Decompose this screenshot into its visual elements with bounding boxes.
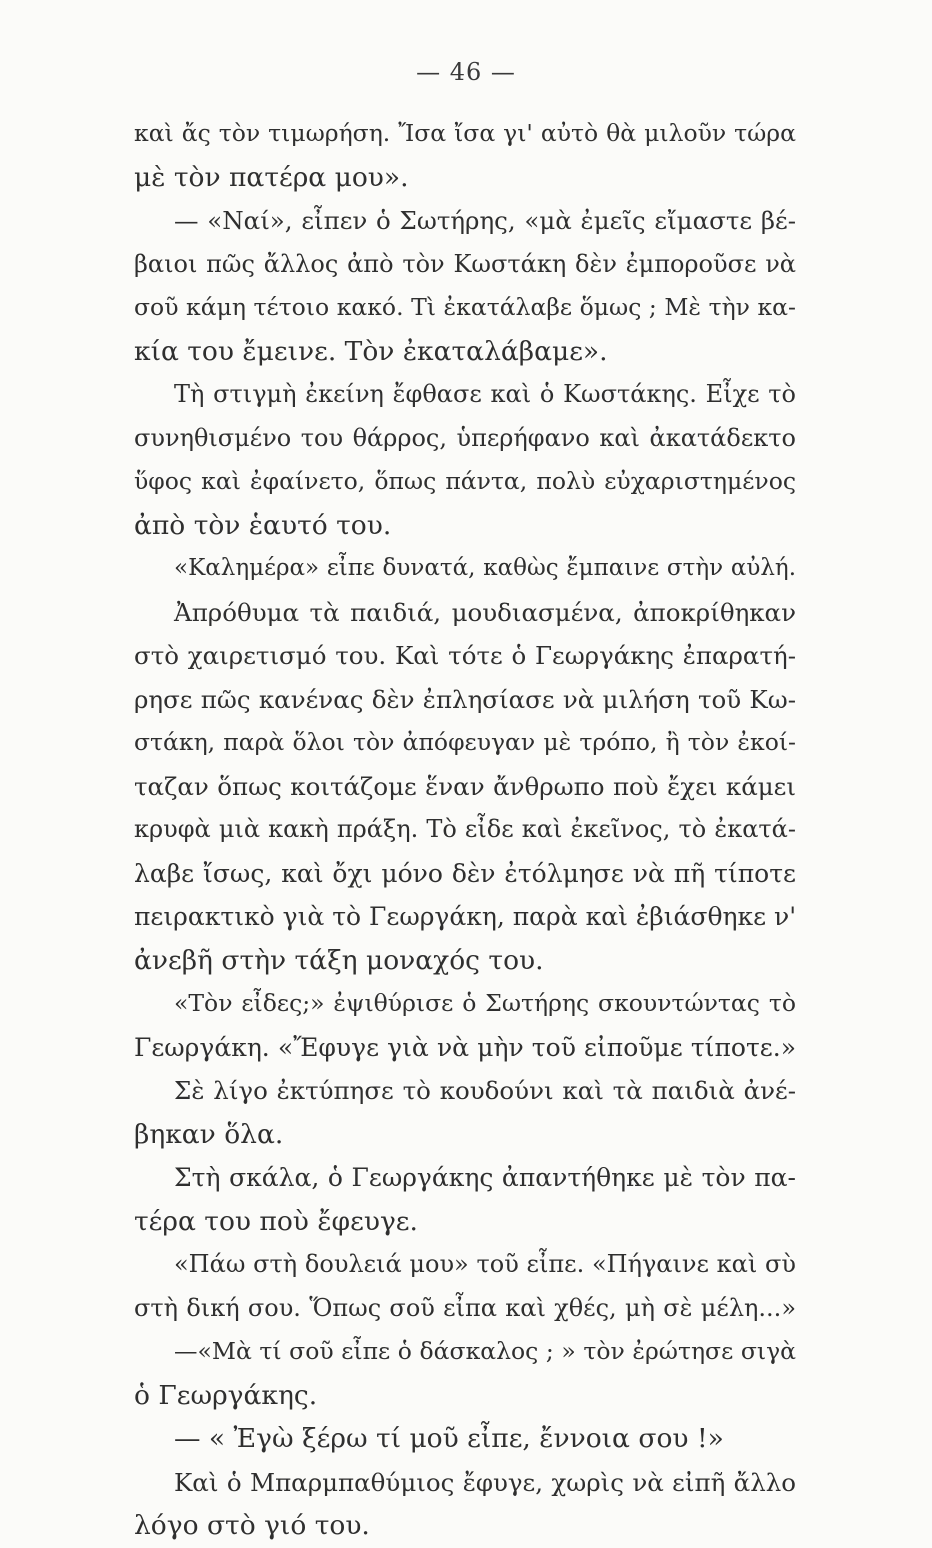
text-line: κρυφὰ μιὰ κακὴ πράξη. Τὸ εἶδε καὶ ἐκεῖνος, τὸ ἐκατά- bbox=[134, 815, 796, 843]
text-line: ὁ Γεωργάκης. bbox=[134, 1379, 318, 1411]
text-line: σοῦ κάμη τέτοιο κακό. Τὶ ἐκατάλαβε ὅμως ; Μὲ τὴν κα- bbox=[134, 293, 796, 321]
text-line: ρησε πῶς κανένας δὲν ἐπλησίασε νὰ μιλήση τοῦ Κω- bbox=[134, 684, 796, 714]
text-line: καὶ ἄς τὸν τιμωρήση. Ἴσα ἴσα γι' αὐτὸ θὰ μιλοῦν τώρα bbox=[134, 119, 796, 147]
text-line: Στὴ σκάλα, ὁ Γεωργάκης ἀπαντήθηκε μὲ τὸν πα- bbox=[174, 1163, 796, 1192]
text-line: στάκη, παρὰ ὅλοι τὸν ἀπόφευγαν μὲ τρόπο, ἢ τὸν ἐκοί- bbox=[134, 728, 796, 756]
text-line: «Καλημέρα» εἶπε δυνατά, καθὼς ἔμπαινε στὴν αὐλή. bbox=[174, 555, 796, 581]
text-line: «Πάω στὴ δουλειά μου» τοῦ εἶπε. «Πήγαινε καὶ σὺ bbox=[174, 1250, 796, 1278]
text-line: Σὲ λίγο ἐκτύπησε τὸ κουδούνι καὶ τὰ παιδιὰ ἀνέ- bbox=[174, 1076, 796, 1105]
text-line: Ἀπρόθυμα τὰ παιδιά, μουδιασμένα, ἀποκρίθηκαν bbox=[174, 597, 796, 627]
text-line: βηκαν ὅλα. bbox=[134, 1118, 284, 1150]
text-line: — «Ναί», εἶπεν ὁ Σωτήρης, «μὰ ἐμεῖς εἴμαστε βέ- bbox=[174, 206, 796, 235]
text-line: — « Ἐγὼ ξέρω τί μοῦ εἶπε, ἔννοια σου !» bbox=[174, 1423, 724, 1454]
text-line: Τὴ στιγμὴ ἐκείνη ἔφθασε καὶ ὁ Κωστάκης. Εἶχε τὸ bbox=[174, 380, 796, 408]
text-line: Γεωργάκη. «Ἔφυγε γιὰ νὰ μὴν τοῦ εἰποῦμε τίποτε.» bbox=[134, 1032, 796, 1062]
body-text bbox=[134, 112, 796, 1548]
text-line: βαιοι πῶς ἄλλος ἀπὸ τὸν Κωστάκη δὲν ἐμποροῦσε νὰ bbox=[134, 249, 796, 278]
text-line: ὕφος καὶ ἐφαίνετο, ὅπως πάντα, πολὺ εὐχαριστημένος bbox=[134, 467, 796, 495]
text-line: λόγο στὸ γιό του. bbox=[134, 1510, 370, 1541]
text-line: λαβε ἴσως, καὶ ὄχι μόνο δὲν ἐτόλμησε νὰ πῆ τίποτε bbox=[134, 858, 796, 888]
page-number: — 46 — bbox=[416, 58, 516, 86]
text-line: στὸ χαιρετισμό του. Καὶ τότε ὁ Γεωργάκης ἐπαρατή- bbox=[134, 641, 796, 670]
text-line: Καὶ ὁ Μπαρμπαθύμιος ἔφυγε, χωρὶς νὰ εἰπῆ ἄλλο bbox=[174, 1467, 796, 1497]
text-line: ἀπὸ τὸν ἑαυτό του. bbox=[134, 509, 392, 541]
text-line: στὴ δική σου. Ὅπως σοῦ εἶπα καὶ χθές, μὴ σὲ μέλη...» bbox=[134, 1293, 796, 1322]
text-line: ἀνεβῆ στὴν τάξη μοναχός του. bbox=[134, 944, 544, 976]
text-line: «Τὸν εἶδες;» ἐψιθύρισε ὁ Σωτήρης σκουντώντας τὸ bbox=[174, 989, 796, 1017]
text-line: —«Μὰ τί σοῦ εἶπε ὁ δάσκαλος ; » τὸν ἐρώτησε σιγὰ bbox=[174, 1337, 796, 1365]
text-line: κία του ἔμεινε. Τὸν ἐκαταλάβαμε». bbox=[134, 335, 608, 367]
text-line: τέρα του ποὺ ἔφευγε. bbox=[134, 1205, 418, 1237]
text-line: μὲ τὸν πατέρα μου». bbox=[134, 161, 409, 193]
text-line: συνηθισμένο του θάρρος, ὑπερήφανο καὶ ἀκατάδεκτο bbox=[134, 423, 796, 452]
text-line: πειρακτικὸ γιὰ τὸ Γεωργάκη, παρὰ καὶ ἐβιάσθηκε ν' bbox=[134, 902, 796, 931]
text-line: ταζαν ὅπως κοιτάζομε ἕναν ἄνθρωπο ποὺ ἔχει κάμει bbox=[134, 771, 796, 801]
